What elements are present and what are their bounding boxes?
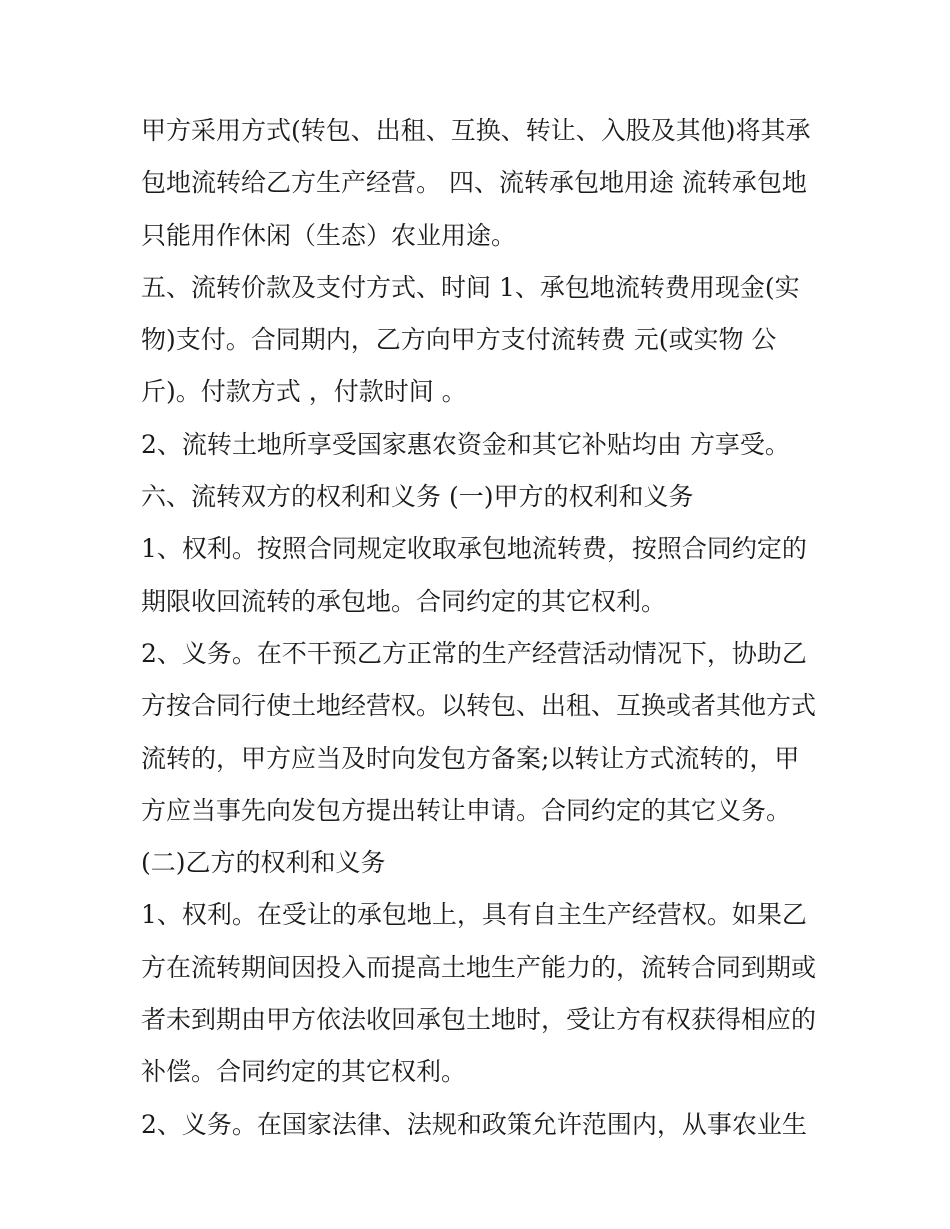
subsection-heading: (二)乙方的权利和义务	[141, 848, 386, 878]
text-line: 方在流转期间因投入而提高土地生产能力的，流转合同到期或	[141, 952, 817, 982]
text-line: 2、义务。在不干预乙方正常的生产经营活动情况下，协助乙	[141, 638, 807, 668]
text-line: 2、流转土地所享受国家惠农资金和其它补贴均由 方享受。	[141, 429, 790, 459]
text-line: 补偿。合同约定的其它权利。	[141, 1057, 467, 1087]
text-line: 方按合同行使土地经营权。以转包、出租、互换或者其他方式	[141, 691, 817, 721]
text-line: 者未到期由甲方依法收回承包土地时，受让方有权获得相应的	[141, 1005, 817, 1035]
text-line: 期限收回流转的承包地。合同约定的其它权利。	[141, 586, 667, 616]
text-line: 方应当事先向发包方提出转让申请。合同约定的其它义务。	[141, 795, 792, 825]
text-line: 1、权利。按照合同规定收取承包地流转费，按照合同约定的	[141, 534, 807, 564]
section-heading: 六、流转双方的权利和义务 (一)甲方的权利和义务	[141, 482, 694, 512]
text-line: 五、流转价款及支付方式、时间 1、承包地流转费用现金(实	[141, 272, 800, 302]
document-body	[141, 105, 821, 1151]
text-line: 只能用作休闲（生态）农业用途。	[141, 220, 517, 250]
text-line: 2、义务。在国家法律、法规和政策允许范围内，从事农业生	[141, 1109, 807, 1139]
text-line: 甲方采用方式(转包、出租、互换、转让、入股及其他)将其承	[141, 116, 811, 145]
text-line: 包地流转给乙方生产经营。 四、流转承包地用途 流转承包地	[141, 168, 807, 198]
text-line: 1、权利。在受让的承包地上，具有自主生产经营权。如果乙	[141, 900, 807, 930]
text-line: 物)支付。合同期内，乙方向甲方支付流转费 元(或实物 公	[141, 325, 777, 355]
text-line: 流转的，甲方应当及时向发包方备案;以转让方式流转的，甲	[141, 743, 800, 773]
text-line: 斤)。付款方式 ，付款时间 。	[141, 377, 467, 407]
